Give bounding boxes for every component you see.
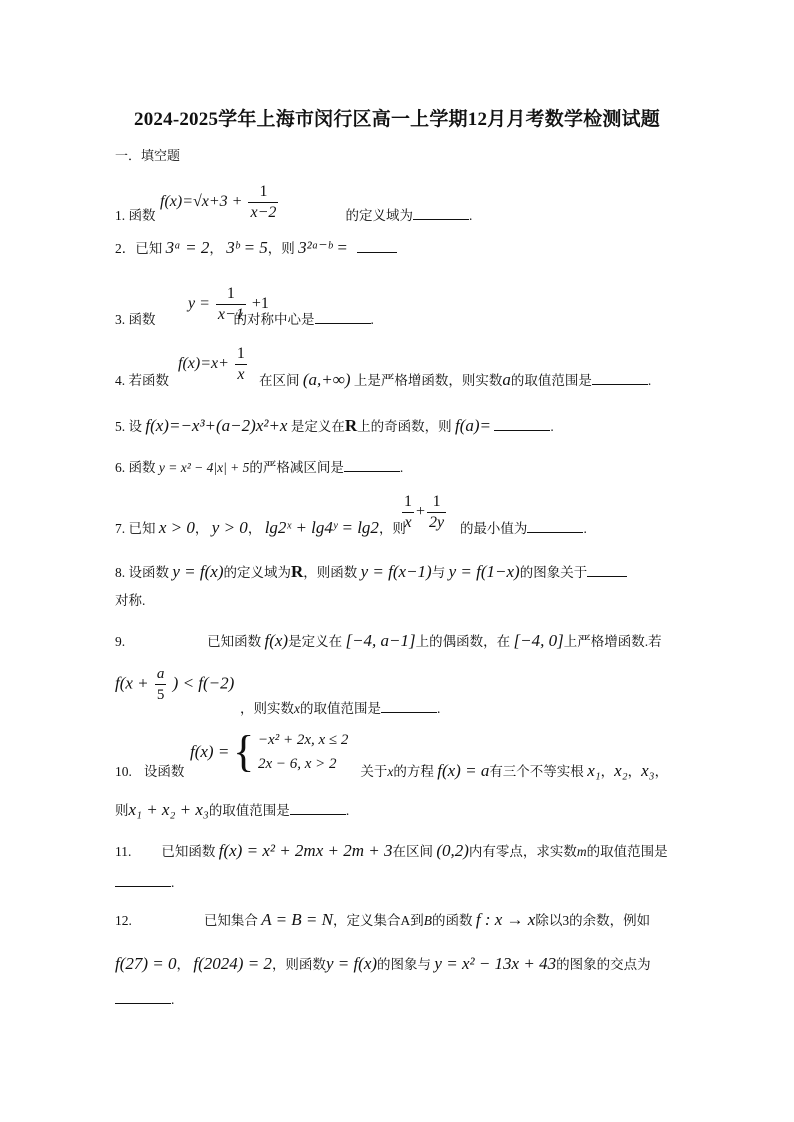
answer-blank[interactable] (592, 370, 648, 385)
question-10-cont: 则x₁ + x₂ + x₃的取值范围是 . (115, 800, 350, 819)
answer-blank[interactable] (413, 205, 469, 220)
q10-piecewise: f(x) = { −x² + 2x, x ≤ 2 2x − 6, x > 2 (190, 727, 349, 776)
question-12: 12. 已知集合 A = B = N，定义集合A到B的函数 f : x → x除以3的余数，例如 (115, 910, 651, 929)
question-3: 3. 函数 的对称中心是 . (115, 309, 374, 329)
answer-blank[interactable] (290, 800, 346, 815)
question-4: 4. 若函数 在区间 (a,+∞) 上是严格增函数，则实数a的取值范围是 . (115, 370, 652, 389)
question-8: 8. 设函数 y = f(x)的定义域为R，则函数 y = f(x−1)与 y = f(1−x)的图象关于 (115, 562, 627, 582)
answer-blank[interactable] (344, 457, 400, 472)
question-5: 5. 设 f(x)=−x³+(a−2)x²+x 是定义在R上的奇函数，则 f(a)= . (115, 416, 554, 435)
question-12-cont: f(27) = 0， f(2024) = 2，则函数y = f(x)的图象与 y = x² − 13x + 43的图象的交点为 (115, 954, 651, 973)
page-title: 2024-2025学年上海市闵行区高一上学期12月月考数学检测试题 (134, 109, 660, 130)
q7-formula: $\frac{1}{x}$ + $\frac{1}{2y}$ (404, 493, 445, 531)
q3-formula: y = $\frac{1}{x-1}$ +1 (188, 285, 269, 323)
question-2: 2．已知 3ᵃ = 2， 3ᵇ = 5，则 3²ᵃ⁻ᵇ = (115, 238, 397, 258)
q1-formula: f(x)=√x+3 + $\frac{1}{x-2}$ (160, 183, 277, 221)
answer-blank[interactable] (357, 238, 397, 253)
section-heading: 一．填空题 (115, 148, 181, 163)
question-11-cont: . (115, 872, 174, 892)
answer-blank[interactable] (587, 562, 627, 577)
question-7: 7. 已知 x > 0， y > 0， lg2ˣ + lg4ʸ = lg2，则 的最小值为 . (115, 518, 587, 537)
question-8-cont: 对称. (115, 593, 146, 608)
question-6: 6. 函数 y = x² − 4|x| + 5的严格减区间是 . (115, 457, 403, 477)
question-9-cont: ，则实数x的取值范围是 . (240, 698, 440, 718)
answer-blank[interactable] (115, 872, 171, 887)
q4-formula: f(x)=x+ $\frac{1}{x}$ (178, 345, 245, 383)
question-9: 9. 已知函数 f(x)是定义在 [−4, a−1]上的偶函数，在 [−4, 0]上严格增函数.若 (115, 631, 662, 650)
question-12-blank: . (115, 989, 174, 1009)
answer-blank[interactable] (527, 518, 583, 533)
answer-blank[interactable] (115, 989, 171, 1004)
question-11: 11. 已知函数 f(x) = x² + 2mx + 2m + 3在区间 (0,2)内有零点，求实数m的取值范围是 (115, 841, 668, 860)
answer-blank[interactable] (315, 309, 371, 324)
answer-blank[interactable] (381, 698, 437, 713)
question-10: 10. 设函数 关于x的方程 f(x) = a有三个不等实根 x₁，x₂，x₃， (115, 761, 669, 780)
question-1: 1. 函数 的定义域为 . (115, 205, 472, 225)
q9-inequality: f(x + $\frac{a}{5}$ ) < f(−2) (115, 666, 235, 703)
answer-blank[interactable] (494, 416, 550, 431)
